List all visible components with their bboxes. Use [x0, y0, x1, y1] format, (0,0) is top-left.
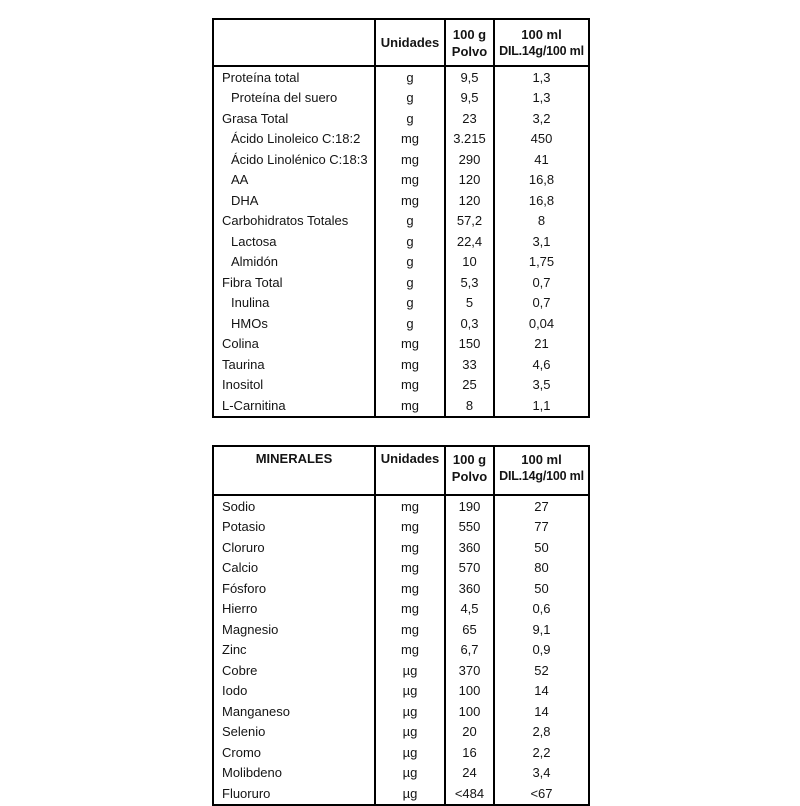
- table-row: [213, 129, 589, 150]
- table-row: [213, 495, 589, 517]
- table-row: [213, 293, 589, 314]
- table-row: [213, 742, 589, 763]
- per-100ml-value: 41: [494, 149, 589, 170]
- unit-value: mg: [375, 517, 445, 538]
- per-100ml-value: 3,1: [494, 231, 589, 252]
- per-100ml-column-header: [494, 19, 589, 66]
- per-100g-value: 360: [445, 578, 494, 599]
- per-100g-value: 570: [445, 558, 494, 579]
- per-100g-value: 0,3: [445, 313, 494, 334]
- table-row: [213, 375, 589, 396]
- nutrients-table-body: [213, 66, 589, 417]
- per-100g-value: 150: [445, 334, 494, 355]
- per-100ml-value: 14: [494, 701, 589, 722]
- per-100g-header-line2: Polvo: [451, 469, 488, 484]
- per-100g-value: 20: [445, 722, 494, 743]
- table-row: [213, 190, 589, 211]
- nutrient-label: Potasio: [222, 519, 266, 535]
- per-100g-value: 6,7: [445, 640, 494, 661]
- unit-value: mg: [375, 375, 445, 396]
- nutrient-label: Iodo: [222, 683, 248, 699]
- per-100g-value: 550: [445, 517, 494, 538]
- per-100ml-value: 8: [494, 211, 589, 232]
- per-100ml-header-line2: DIL.14g/100 ml: [499, 469, 584, 483]
- table-row: [213, 66, 589, 88]
- nutrient-label: Fósforo: [222, 580, 267, 596]
- per-100g-value: 120: [445, 190, 494, 211]
- unit-value: g: [375, 293, 445, 314]
- per-100g-value: 5: [445, 293, 494, 314]
- nutrient-label: Selenio: [222, 724, 266, 740]
- per-100ml-value: 3,4: [494, 763, 589, 784]
- unit-value: g: [375, 66, 445, 88]
- nutrient-label: Cobre: [222, 662, 258, 678]
- minerales-table-body: [213, 495, 589, 805]
- table-row: [213, 599, 589, 620]
- nutrient-label: Carbohidratos Totales: [222, 213, 349, 229]
- per-100ml-value: 1,3: [494, 66, 589, 88]
- per-100g-value: 57,2: [445, 211, 494, 232]
- nutrient-label: Taurina: [222, 356, 265, 372]
- per-100g-value: <484: [445, 783, 494, 805]
- per-100ml-value: 0,6: [494, 599, 589, 620]
- per-100ml-value: 0,7: [494, 293, 589, 314]
- minerales-header-row: [213, 446, 589, 495]
- unit-value: µg: [375, 722, 445, 743]
- nutrient-label: Fluoruro: [222, 785, 271, 801]
- unit-value: mg: [375, 558, 445, 579]
- unit-value: g: [375, 272, 445, 293]
- nutrient-label: Lactosa: [231, 233, 277, 249]
- table-row: [213, 313, 589, 334]
- nutrient-label: Colina: [222, 336, 259, 352]
- nutrient-label: DHA: [231, 192, 259, 208]
- nutrients-header-row: [213, 19, 589, 66]
- nutrient-label: Calcio: [222, 560, 259, 576]
- per-100g-value: 120: [445, 170, 494, 191]
- nutrient-label: L-Carnitina: [222, 397, 286, 413]
- nutrients-title-cell: [213, 19, 375, 66]
- nutrient-label: Hierro: [222, 601, 258, 617]
- per-100g-value: 9,5: [445, 66, 494, 88]
- table-row: [213, 272, 589, 293]
- unit-value: µg: [375, 660, 445, 681]
- unit-value: mg: [375, 170, 445, 191]
- nutrient-label: Zinc: [222, 642, 247, 658]
- unit-value: mg: [375, 640, 445, 661]
- unit-value: mg: [375, 129, 445, 150]
- per-100ml-value: 450: [494, 129, 589, 150]
- per-100ml-value: 2,2: [494, 742, 589, 763]
- unit-value: mg: [375, 619, 445, 640]
- unit-value: mg: [375, 495, 445, 517]
- nutrient-label: Cloruro: [222, 539, 265, 555]
- unit-value: g: [375, 231, 445, 252]
- minerales-title-cell: MINERALES: [213, 446, 375, 495]
- table-row: [213, 354, 589, 375]
- per-100ml-value: 1,1: [494, 395, 589, 417]
- per-100ml-value: 16,8: [494, 170, 589, 191]
- unit-value: g: [375, 313, 445, 334]
- unidades-column-header: Unidades: [375, 446, 445, 495]
- nutrient-label: Almidón: [231, 254, 278, 270]
- unit-value: mg: [375, 149, 445, 170]
- nutrient-label: Ácido Linolénico C:18:3: [231, 151, 368, 167]
- per-100g-value: 10: [445, 252, 494, 273]
- unidades-column-header: Unidades: [375, 19, 445, 66]
- per-100g-value: 22,4: [445, 231, 494, 252]
- per-100g-header-line1: 100 g: [452, 452, 487, 467]
- nutrient-label: Manganeso: [222, 703, 290, 719]
- per-100g-column-header: [445, 19, 494, 66]
- table-row: [213, 108, 589, 129]
- per-100g-value: 9,5: [445, 88, 494, 109]
- unit-value: mg: [375, 395, 445, 417]
- per-100ml-value: 3,2: [494, 108, 589, 129]
- nutrient-label: Cromo: [222, 744, 262, 760]
- per-100g-value: 65: [445, 619, 494, 640]
- table-row: [213, 701, 589, 722]
- per-100g-value: 25: [445, 375, 494, 396]
- per-100ml-value: 52: [494, 660, 589, 681]
- unit-value: µg: [375, 742, 445, 763]
- table-row: [213, 763, 589, 784]
- per-100g-value: 3.215: [445, 129, 494, 150]
- nutrient-label: Ácido Linoleico C:18:2: [231, 131, 361, 147]
- unit-value: µg: [375, 763, 445, 784]
- table-row: [213, 783, 589, 805]
- unit-value: µg: [375, 783, 445, 805]
- per-100ml-value: 77: [494, 517, 589, 538]
- per-100g-value: 190: [445, 495, 494, 517]
- table-row: [213, 722, 589, 743]
- table-row: [213, 211, 589, 232]
- nutrient-label: Fibra Total: [222, 274, 283, 290]
- per-100ml-value: 4,6: [494, 354, 589, 375]
- per-100g-value: 5,3: [445, 272, 494, 293]
- unit-value: mg: [375, 334, 445, 355]
- per-100g-column-header: [445, 446, 494, 495]
- unit-value: mg: [375, 578, 445, 599]
- table-row: [213, 681, 589, 702]
- table-row: [213, 558, 589, 579]
- nutrients-table: [212, 18, 590, 418]
- table-row: [213, 149, 589, 170]
- per-100ml-value: 50: [494, 537, 589, 558]
- nutrient-label: Grasa Total: [222, 110, 289, 126]
- table-row: [213, 660, 589, 681]
- nutrient-label: Proteína del suero: [231, 90, 338, 106]
- per-100ml-header-line1: 100 ml: [521, 26, 562, 42]
- table-row: [213, 517, 589, 538]
- nutrient-label: Inositol: [222, 377, 264, 393]
- nutrient-label: Proteína total: [222, 69, 300, 85]
- per-100ml-value: 50: [494, 578, 589, 599]
- per-100g-value: 100: [445, 701, 494, 722]
- nutrient-label: HMOs: [231, 315, 268, 331]
- per-100g-header-line1: 100 g: [452, 26, 487, 42]
- unit-value: mg: [375, 354, 445, 375]
- unit-value: g: [375, 88, 445, 109]
- per-100ml-column-header: [494, 446, 589, 495]
- per-100ml-header-line1: 100 ml: [521, 452, 562, 467]
- unit-value: µg: [375, 681, 445, 702]
- nutrient-label: Molibdeno: [222, 765, 282, 781]
- table-row: [213, 252, 589, 273]
- per-100g-value: 23: [445, 108, 494, 129]
- nutrient-label: Inulina: [231, 295, 270, 311]
- table-row: [213, 334, 589, 355]
- unit-value: mg: [375, 190, 445, 211]
- unit-value: mg: [375, 599, 445, 620]
- per-100ml-value: <67: [494, 783, 589, 805]
- per-100ml-value: 1,75: [494, 252, 589, 273]
- per-100g-value: 290: [445, 149, 494, 170]
- unit-value: g: [375, 211, 445, 232]
- per-100ml-value: 80: [494, 558, 589, 579]
- nutrient-label: Magnesio: [222, 621, 279, 637]
- per-100ml-value: 27: [494, 495, 589, 517]
- table-row: [213, 170, 589, 191]
- per-100g-value: 370: [445, 660, 494, 681]
- unit-value: µg: [375, 701, 445, 722]
- unit-value: g: [375, 108, 445, 129]
- per-100ml-value: 1,3: [494, 88, 589, 109]
- per-100g-value: 33: [445, 354, 494, 375]
- per-100g-value: 4,5: [445, 599, 494, 620]
- per-100g-header-line2: Polvo: [451, 43, 488, 59]
- nutrient-label: AA: [231, 172, 249, 188]
- table-row: [213, 578, 589, 599]
- per-100ml-value: 3,5: [494, 375, 589, 396]
- per-100g-value: 100: [445, 681, 494, 702]
- per-100ml-value: 0,9: [494, 640, 589, 661]
- minerales-table: [212, 445, 590, 806]
- table-row: [213, 537, 589, 558]
- per-100g-value: 360: [445, 537, 494, 558]
- unit-value: mg: [375, 537, 445, 558]
- per-100g-value: 24: [445, 763, 494, 784]
- nutrient-label: Sodio: [222, 498, 256, 514]
- per-100ml-value: 0,04: [494, 313, 589, 334]
- per-100ml-value: 0,7: [494, 272, 589, 293]
- per-100ml-value: 2,8: [494, 722, 589, 743]
- table-row: [213, 640, 589, 661]
- per-100ml-value: 9,1: [494, 619, 589, 640]
- per-100ml-value: 16,8: [494, 190, 589, 211]
- table-row: [213, 395, 589, 417]
- per-100ml-value: 21: [494, 334, 589, 355]
- per-100ml-value: 14: [494, 681, 589, 702]
- per-100ml-header-line2: DIL.14g/100 ml: [499, 43, 584, 58]
- per-100g-value: 8: [445, 395, 494, 417]
- table-row: [213, 231, 589, 252]
- table-row: [213, 88, 589, 109]
- per-100g-value: 16: [445, 742, 494, 763]
- unit-value: g: [375, 252, 445, 273]
- table-row: [213, 619, 589, 640]
